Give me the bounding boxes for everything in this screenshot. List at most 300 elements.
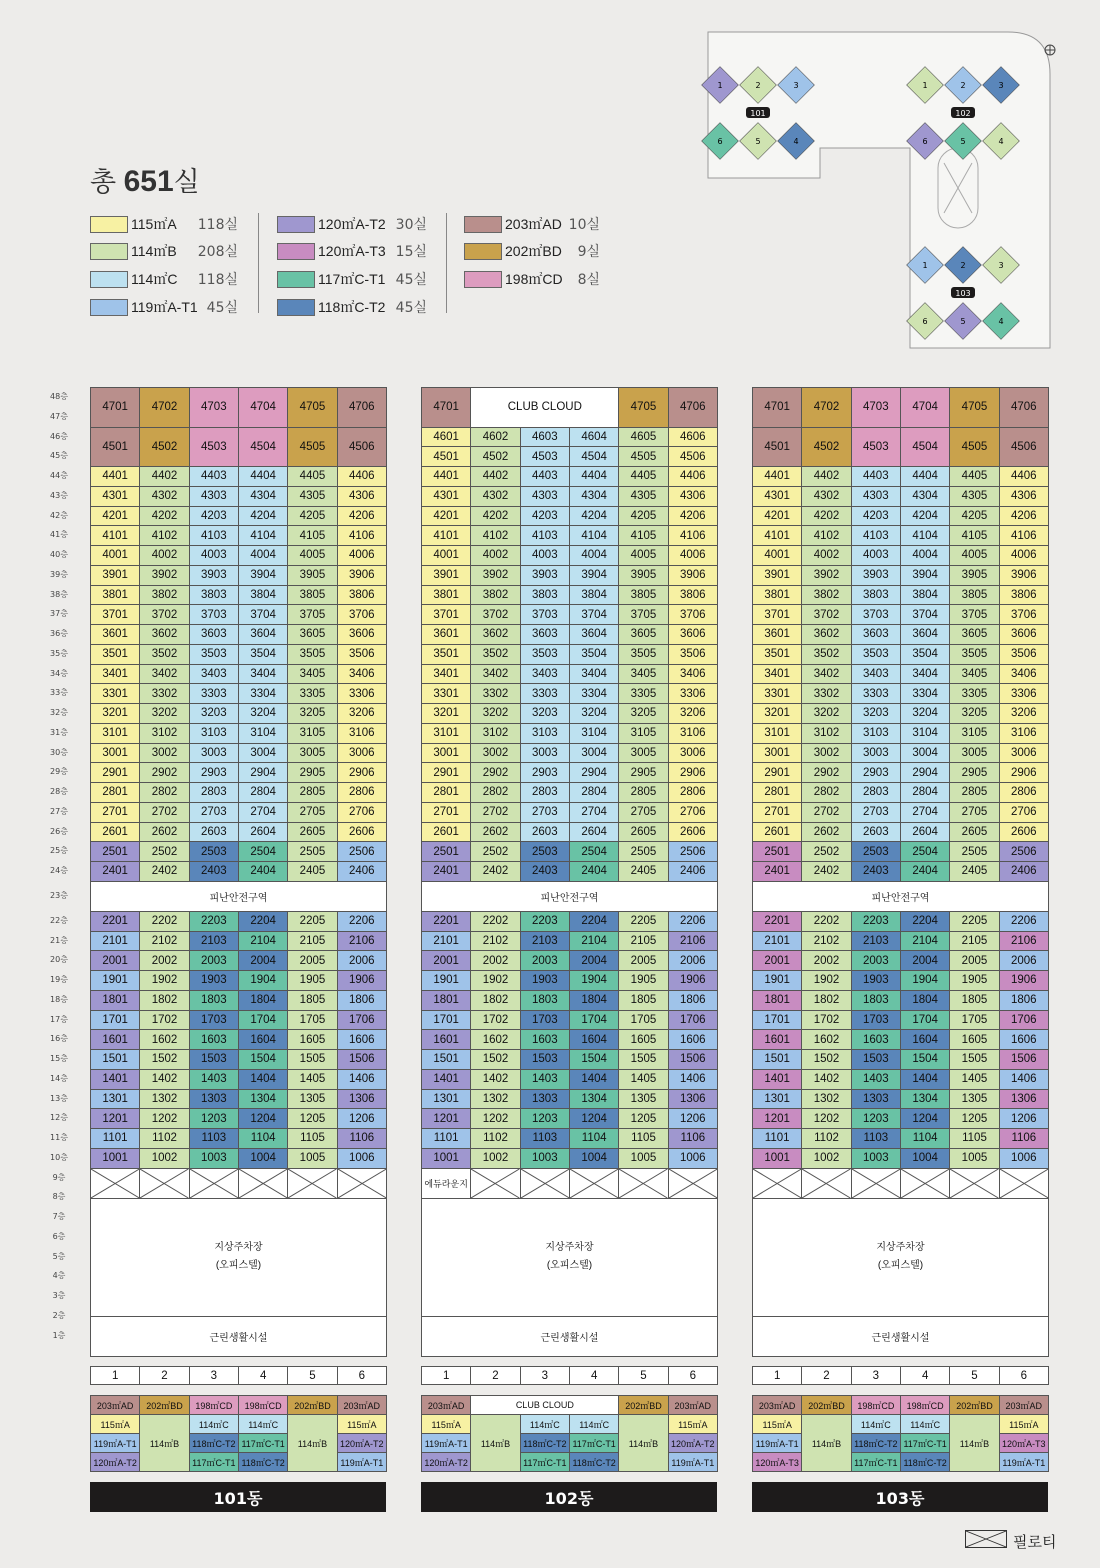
legend-count: 45실: [206, 300, 238, 316]
unit-cell: 1104: [900, 1128, 950, 1149]
type-table-cell: 203㎡AD: [752, 1395, 802, 1415]
piloti-cell: [801, 1168, 851, 1199]
legend-item: [277, 241, 386, 261]
unit-cell: 1501: [752, 1049, 802, 1070]
floor-label: 30층: [50, 747, 68, 757]
unit-cell: 2705: [287, 802, 337, 823]
unit-cell: 1006: [668, 1148, 718, 1169]
unit-cell: 3303: [851, 683, 901, 704]
unit-cell: 4206: [999, 506, 1049, 527]
unit-cell: 1306: [999, 1089, 1049, 1110]
unit-cell: 4205: [287, 506, 337, 527]
unit-cell: 1502: [801, 1049, 851, 1070]
unit-cell: 1302: [470, 1089, 520, 1110]
floor-label: 25층: [50, 846, 68, 856]
unit-cell: 3606: [999, 624, 1049, 645]
unit-cell: 2706: [999, 802, 1049, 823]
unit-cell: 1003: [520, 1148, 570, 1169]
unit-cell: 3901: [752, 565, 802, 586]
unit-cell: 3001: [421, 743, 471, 764]
unit-cell: 3203: [520, 703, 570, 724]
unit-cell: 2403: [520, 861, 570, 882]
floor-label: 17층: [50, 1014, 68, 1024]
line-number: 5: [618, 1366, 668, 1385]
unit-cell: 3304: [900, 683, 950, 704]
unit-cell: 2102: [470, 931, 520, 952]
unit-cell: 1802: [801, 990, 851, 1011]
unit-cell: 4403: [851, 466, 901, 487]
unit-cell: 4101: [421, 525, 471, 546]
unit-cell: 2102: [139, 931, 189, 952]
edu-lounge-cell: 에듀라운지: [421, 1168, 471, 1199]
refuge-floor-label: 피난안전구역: [752, 881, 1049, 912]
unit-cell: 1506: [668, 1049, 718, 1070]
unit-cell: 1904: [238, 970, 288, 991]
floor-label: 22층: [50, 915, 68, 925]
unit-cell: 4102: [801, 525, 851, 546]
type-table-cell: 114㎡B: [470, 1414, 520, 1472]
unit-cell: 4406: [999, 466, 1049, 487]
unit-cell: 2801: [90, 782, 140, 803]
unit-cell: 3205: [287, 703, 337, 724]
parking-sublabel: (오피스텔): [215, 1260, 262, 1272]
retail-block: 근린생활시설: [421, 1316, 718, 1357]
unit-cell: 1402: [139, 1069, 189, 1090]
line-number: 3: [851, 1366, 901, 1385]
unit-cell: 3905: [287, 565, 337, 586]
unit-cell: 1901: [752, 970, 802, 991]
unit-cell: 3804: [569, 585, 619, 606]
unit-cell: 1905: [618, 970, 668, 991]
unit-cell: 1603: [189, 1029, 239, 1050]
unit-cell: 2004: [900, 950, 950, 971]
unit-cell: 4203: [851, 506, 901, 527]
unit-cell: 3605: [618, 624, 668, 645]
unit-cell: 3305: [949, 683, 999, 704]
unit-cell: 2104: [900, 931, 950, 952]
floor-label: 37층: [50, 609, 68, 619]
unit-cell: 2901: [90, 762, 140, 783]
unit-cell: 1603: [520, 1029, 570, 1050]
site-plan-unit-number: 6: [717, 137, 723, 146]
legend-swatch: [90, 216, 128, 233]
unit-cell: 1601: [421, 1029, 471, 1050]
floor-label: 12층: [50, 1113, 68, 1123]
unit-cell: 2004: [569, 950, 619, 971]
unit-cell: 2203: [189, 911, 239, 932]
line-number: 6: [337, 1366, 387, 1385]
unit-cell: 1103: [189, 1128, 239, 1149]
unit-cell: 2106: [999, 931, 1049, 952]
unit-cell: 2906: [668, 762, 718, 783]
type-table-cell: 118㎡C-T2: [851, 1433, 901, 1453]
unit-cell: 2905: [618, 762, 668, 783]
unit-cell: 1306: [337, 1089, 387, 1110]
legend-label: 202㎡BD: [505, 243, 562, 259]
floor-label: 44층: [50, 471, 68, 480]
unit-cell: 3206: [999, 703, 1049, 724]
parking-block: [421, 1198, 718, 1318]
unit-cell: 3001: [90, 743, 140, 764]
unit-cell: 2803: [189, 782, 239, 803]
unit-cell: 1205: [287, 1108, 337, 1129]
club-cloud-cell: CLUB CLOUD: [470, 387, 619, 428]
unit-cell: 2101: [421, 931, 471, 952]
type-table-cell: 203㎡AD: [668, 1395, 718, 1415]
unit-cell: 1505: [949, 1049, 999, 1070]
line-number: 1: [752, 1366, 802, 1385]
unit-cell: 2201: [90, 911, 140, 932]
type-table-cell: 117㎡C-T1: [851, 1452, 901, 1472]
unit-cell: 2103: [520, 931, 570, 952]
site-plan-unit-number: 6: [922, 137, 928, 146]
floor-label: 32층: [50, 708, 68, 717]
unit-cell: 1405: [287, 1069, 337, 1090]
unit-cell: 2602: [139, 822, 189, 843]
unit-cell: 3701: [752, 604, 802, 625]
unit-cell: 1706: [999, 1010, 1049, 1031]
unit-cell: 1704: [900, 1010, 950, 1031]
unit-cell: 3006: [337, 743, 387, 764]
unit-cell: 4402: [139, 466, 189, 487]
unit-cell: 3101: [752, 723, 802, 744]
legend-label: 117㎡C-T1: [318, 271, 386, 287]
floor-label: 33층: [50, 688, 68, 698]
floor-label: 36층: [50, 629, 68, 638]
unit-cell: 3103: [189, 723, 239, 744]
unit-cell: 2701: [421, 802, 471, 823]
line-number: 2: [139, 1366, 189, 1385]
unit-cell: 3403: [851, 664, 901, 685]
unit-cell: 2602: [801, 822, 851, 843]
unit-cell: 4303: [189, 486, 239, 507]
unit-cell: 4703: [189, 387, 239, 428]
unit-cell: 3604: [238, 624, 288, 645]
site-plan-unit-number: 5: [960, 317, 966, 326]
unit-cell: 3605: [287, 624, 337, 645]
site-plan-unit-number: 3: [793, 81, 799, 90]
unit-cell: 2904: [900, 762, 950, 783]
unit-cell: 3202: [470, 703, 520, 724]
unit-cell: 3305: [618, 683, 668, 704]
unit-cell: 2703: [189, 802, 239, 823]
piloti-legend-icon: [965, 1530, 1007, 1548]
unit-cell: 2702: [139, 802, 189, 823]
unit-cell: 4006: [337, 545, 387, 566]
unit-cell: 4002: [139, 545, 189, 566]
unit-cell: 1302: [139, 1089, 189, 1110]
unit-cell: 1404: [238, 1069, 288, 1090]
unit-cell: 1906: [337, 970, 387, 991]
unit-cell: 2004: [238, 950, 288, 971]
unit-cell: 1505: [287, 1049, 337, 1070]
unit-cell: 2502: [139, 841, 189, 862]
unit-cell: 1203: [520, 1108, 570, 1129]
line-number: 2: [470, 1366, 520, 1385]
unit-cell: 4403: [189, 466, 239, 487]
unit-cell: 4401: [421, 466, 471, 487]
type-table-cell: 115㎡A: [999, 1414, 1049, 1434]
legend-count: 45실: [395, 300, 427, 316]
unit-cell: 3805: [949, 585, 999, 606]
unit-cell: 4002: [470, 545, 520, 566]
unit-cell: 2603: [189, 822, 239, 843]
unit-cell: 4503: [189, 427, 239, 468]
unit-cell: 1602: [139, 1029, 189, 1050]
type-table-cell: 114㎡B: [949, 1414, 999, 1472]
floor-label: 48층: [50, 392, 68, 401]
unit-cell: 3901: [421, 565, 471, 586]
unit-cell: 3201: [90, 703, 140, 724]
unit-cell: 4302: [470, 486, 520, 507]
unit-cell: 1004: [900, 1148, 950, 1169]
unit-cell: 2406: [668, 861, 718, 882]
unit-cell: 4402: [470, 466, 520, 487]
unit-cell: 2501: [90, 841, 140, 862]
unit-cell: 2405: [287, 861, 337, 882]
type-table-cell: 198㎡CD: [238, 1395, 288, 1415]
unit-cell: 4501: [421, 446, 471, 467]
unit-cell: 2001: [752, 950, 802, 971]
unit-cell: 4306: [999, 486, 1049, 507]
unit-cell: 3704: [238, 604, 288, 625]
piloti-cell: [287, 1168, 337, 1199]
unit-cell: 3105: [618, 723, 668, 744]
type-table-cell: 119㎡A-T1: [752, 1433, 802, 1453]
type-table-cell: 117㎡C-T1: [520, 1452, 570, 1472]
legend-label: 114㎡B: [131, 243, 177, 259]
unit-cell: 3304: [569, 683, 619, 704]
unit-cell: 4201: [90, 506, 140, 527]
legend-item: [464, 269, 563, 289]
site-plan-unit-number: 4: [793, 137, 799, 146]
unit-cell: 3602: [139, 624, 189, 645]
unit-cell: 2902: [801, 762, 851, 783]
unit-cell: 1905: [949, 970, 999, 991]
unit-cell: 1703: [851, 1010, 901, 1031]
legend-count: 9실: [577, 244, 600, 260]
unit-cell: 1604: [900, 1029, 950, 1050]
line-number: 4: [238, 1366, 288, 1385]
legend-label: 120㎡A-T3: [318, 243, 386, 259]
unit-cell: 2906: [337, 762, 387, 783]
unit-cell: 3003: [520, 743, 570, 764]
site-plan-unit-number: 1: [922, 81, 928, 90]
unit-cell: 1503: [189, 1049, 239, 1070]
unit-cell: 3005: [618, 743, 668, 764]
line-number: 1: [90, 1366, 140, 1385]
unit-cell: 2104: [569, 931, 619, 952]
unit-cell: 3906: [337, 565, 387, 586]
unit-cell: 4203: [189, 506, 239, 527]
unit-cell: 4701: [90, 387, 140, 428]
unit-cell: 3601: [421, 624, 471, 645]
legend-item: [90, 297, 198, 317]
parking-block: [90, 1198, 387, 1318]
unit-cell: 4001: [421, 545, 471, 566]
unit-cell: 2706: [337, 802, 387, 823]
unit-cell: 1906: [999, 970, 1049, 991]
unit-cell: 4402: [801, 466, 851, 487]
floor-label: 24층: [50, 866, 68, 875]
site-plan: [698, 28, 1088, 353]
unit-cell: 4106: [668, 525, 718, 546]
unit-cell: 4202: [801, 506, 851, 527]
unit-cell: 2803: [520, 782, 570, 803]
unit-cell: 4305: [949, 486, 999, 507]
unit-cell: 2401: [752, 861, 802, 882]
unit-cell: 1801: [90, 990, 140, 1011]
type-table-cell: 118㎡C-T2: [189, 1433, 239, 1453]
unit-cell: 3803: [189, 585, 239, 606]
unit-cell: 2006: [337, 950, 387, 971]
type-table-cell: 117㎡C-T1: [238, 1433, 288, 1453]
unit-cell: 2702: [801, 802, 851, 823]
unit-cell: 2805: [949, 782, 999, 803]
floor-label: 10층: [50, 1152, 68, 1162]
unit-cell: 3706: [668, 604, 718, 625]
unit-cell: 3505: [618, 644, 668, 665]
unit-cell: 2202: [139, 911, 189, 932]
unit-cell: 3205: [949, 703, 999, 724]
unit-cell: 3505: [949, 644, 999, 665]
unit-cell: 4503: [851, 427, 901, 468]
unit-cell: 3402: [470, 664, 520, 685]
unit-cell: 1002: [801, 1148, 851, 1169]
line-number: 1: [421, 1366, 471, 1385]
floor-label: 14층: [50, 1073, 68, 1083]
legend-item: [90, 269, 177, 289]
floor-label: 2층: [52, 1310, 66, 1320]
floor-label: 26층: [50, 826, 68, 836]
unit-cell: 1804: [238, 990, 288, 1011]
unit-cell: 4706: [337, 387, 387, 428]
unit-cell: 3504: [900, 644, 950, 665]
unit-cell: 3904: [569, 565, 619, 586]
unit-cell: 1801: [421, 990, 471, 1011]
unit-cell: 3003: [851, 743, 901, 764]
type-table-cell: 203㎡AD: [337, 1395, 387, 1415]
unit-cell: 4101: [90, 525, 140, 546]
unit-cell: 1903: [851, 970, 901, 991]
building-name-bar: 103동: [752, 1482, 1048, 1512]
type-table-cell: 114㎡C: [851, 1414, 901, 1434]
unit-cell: 1106: [999, 1128, 1049, 1149]
legend-label: 120㎡A-T2: [318, 216, 386, 232]
unit-cell: 3606: [337, 624, 387, 645]
unit-cell: 3903: [189, 565, 239, 586]
unit-cell: 4102: [139, 525, 189, 546]
unit-cell: 3603: [520, 624, 570, 645]
unit-cell: 3204: [900, 703, 950, 724]
unit-cell: 1002: [470, 1148, 520, 1169]
unit-cell: 3101: [421, 723, 471, 744]
unit-cell: 2603: [520, 822, 570, 843]
unit-cell: 1501: [90, 1049, 140, 1070]
unit-cell: 2006: [999, 950, 1049, 971]
unit-cell: 3601: [90, 624, 140, 645]
unit-cell: 3902: [801, 565, 851, 586]
legend-label: 203㎡AD: [505, 216, 562, 232]
unit-cell: 4505: [287, 427, 337, 468]
type-table-cell: 202㎡BD: [287, 1395, 337, 1415]
legend-swatch: [464, 243, 502, 260]
unit-cell: 2402: [470, 861, 520, 882]
legend-item: [464, 241, 562, 261]
unit-cell: 2003: [520, 950, 570, 971]
legend-count: 118실: [197, 272, 238, 288]
unit-cell: 4505: [949, 427, 999, 468]
unit-cell: 1303: [189, 1089, 239, 1110]
unit-cell: 3502: [470, 644, 520, 665]
unit-cell: 2103: [189, 931, 239, 952]
unit-cell: 4306: [337, 486, 387, 507]
unit-cell: 1401: [421, 1069, 471, 1090]
unit-cell: 1805: [949, 990, 999, 1011]
unit-cell: 3002: [801, 743, 851, 764]
unit-cell: 3204: [569, 703, 619, 724]
unit-cell: 3205: [618, 703, 668, 724]
legend-item: [277, 297, 385, 317]
floor-label: 40층: [50, 550, 68, 559]
piloti-cell: [949, 1168, 999, 1199]
unit-cell: 1201: [90, 1108, 140, 1129]
unit-cell: 4304: [238, 486, 288, 507]
unit-cell: 3002: [139, 743, 189, 764]
unit-cell: 4403: [520, 466, 570, 487]
unit-cell: 2205: [287, 911, 337, 932]
unit-cell: 1101: [752, 1128, 802, 1149]
unit-cell: 4406: [337, 466, 387, 487]
refuge-floor-label: 피난안전구역: [421, 881, 718, 912]
unit-cell: 3106: [668, 723, 718, 744]
type-table-cell: 119㎡A-T1: [421, 1433, 471, 1453]
unit-cell: 1002: [139, 1148, 189, 1169]
type-table-cell: 118㎡C-T2: [238, 1452, 288, 1472]
legend-label: 198㎡CD: [505, 271, 563, 287]
unit-cell: 4204: [569, 506, 619, 527]
unit-cell: 1202: [139, 1108, 189, 1129]
unit-cell: 2605: [618, 822, 668, 843]
unit-cell: 1806: [668, 990, 718, 1011]
unit-cell: 3405: [949, 664, 999, 685]
unit-cell: 4603: [520, 427, 570, 448]
unit-cell: 1701: [90, 1010, 140, 1031]
unit-cell: 4705: [949, 387, 999, 428]
unit-cell: 1504: [569, 1049, 619, 1070]
type-table-cell: 119㎡A-T1: [668, 1452, 718, 1472]
unit-cell: 1306: [668, 1089, 718, 1110]
unit-cell: 2705: [618, 802, 668, 823]
unit-cell: 1902: [470, 970, 520, 991]
unit-cell: 2902: [470, 762, 520, 783]
unit-cell: 1202: [470, 1108, 520, 1129]
floor-label: 34층: [50, 668, 68, 678]
unit-cell: 2803: [851, 782, 901, 803]
unit-cell: 4202: [139, 506, 189, 527]
type-table-cell: 117㎡C-T1: [900, 1433, 950, 1453]
unit-cell: 3803: [851, 585, 901, 606]
unit-cell: 3404: [900, 664, 950, 685]
site-plan-building-label: 101: [750, 109, 766, 118]
line-number: 6: [668, 1366, 718, 1385]
unit-cell: 4004: [238, 545, 288, 566]
unit-cell: 1705: [618, 1010, 668, 1031]
unit-cell: 2506: [668, 841, 718, 862]
unit-cell: 2904: [569, 762, 619, 783]
unit-cell: 1701: [752, 1010, 802, 1031]
site-plan-unit-number: 3: [998, 261, 1004, 270]
